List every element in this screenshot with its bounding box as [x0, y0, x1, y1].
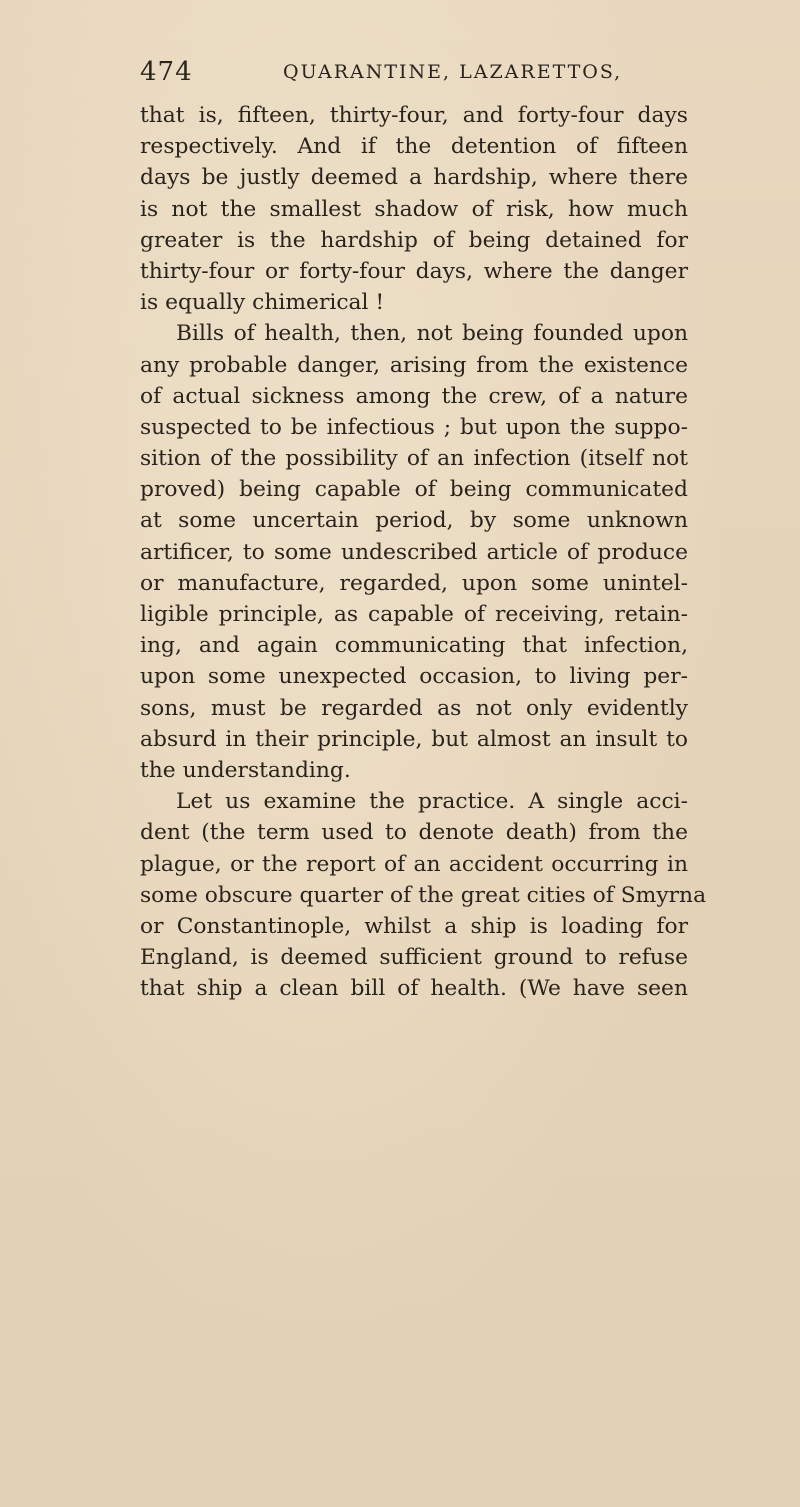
- text-line: days be justly deemed a hardship, where there: [140, 165, 688, 191]
- text-line: ing, and again communicating that infection,: [140, 633, 688, 659]
- text-line: Bills of health, then, not being founded upon: [176, 321, 688, 347]
- text-line: some obscure quarter of the great cities of Smyrna: [140, 882, 707, 908]
- text-line: greater is the hardship of being detained for: [140, 227, 688, 253]
- text-line: is equally chimerical !: [140, 290, 385, 316]
- running-head: QUARANTINE, LAZARETTOS,: [283, 61, 623, 83]
- text-line: England, is deemed sufficient ground to refuse: [140, 945, 688, 971]
- text-line: is not the smallest shadow of risk, how much: [140, 196, 688, 222]
- text-line: upon some unexpected occasion, to living per-: [140, 664, 688, 690]
- text-line: Let us examine the practice. A single acci-: [176, 789, 688, 815]
- text-line: plague, or the report of an accident occurring in: [140, 851, 688, 877]
- text-line: the understanding.: [140, 757, 351, 783]
- text-line: at some uncertain period, by some unknown: [140, 508, 688, 534]
- text-line: or Constantinople, whilst a ship is loading for: [140, 913, 688, 939]
- body-text: [140, 100, 707, 1004]
- page-number: 474: [140, 57, 193, 87]
- text-line: that ship a clean bill of health. (We have seen: [140, 976, 688, 1002]
- text-line: ligible principle, as capable of receiving, retain-: [140, 602, 688, 627]
- text-line: proved) being capable of being communicated: [140, 477, 688, 503]
- text-line: sition of the possibility of an infection (itself not: [140, 446, 688, 472]
- text-line: or manufacture, regarded, upon some unintel-: [140, 570, 688, 596]
- text-line: dent (the term used to denote death) from the: [140, 820, 688, 846]
- text-line: that is, fifteen, thirty-four, and forty-four days: [140, 103, 688, 128]
- text-line: sons, must be regarded as not only evidently: [140, 695, 688, 721]
- text-line: of actual sickness among the crew, of a nature: [140, 383, 688, 409]
- text-line: absurd in their principle, but almost an insult to: [140, 726, 688, 752]
- text-line: suspected to be infectious ; but upon the suppo-: [140, 414, 688, 440]
- page-header: [140, 57, 700, 93]
- text-line: respectively. And if the detention of fifteen: [140, 134, 688, 160]
- text-line: artificer, to some undescribed article of produce: [140, 539, 688, 565]
- text-line: thirty-four or forty-four days, where the danger: [140, 258, 688, 284]
- text-line: any probable danger, arising from the existence: [140, 352, 688, 378]
